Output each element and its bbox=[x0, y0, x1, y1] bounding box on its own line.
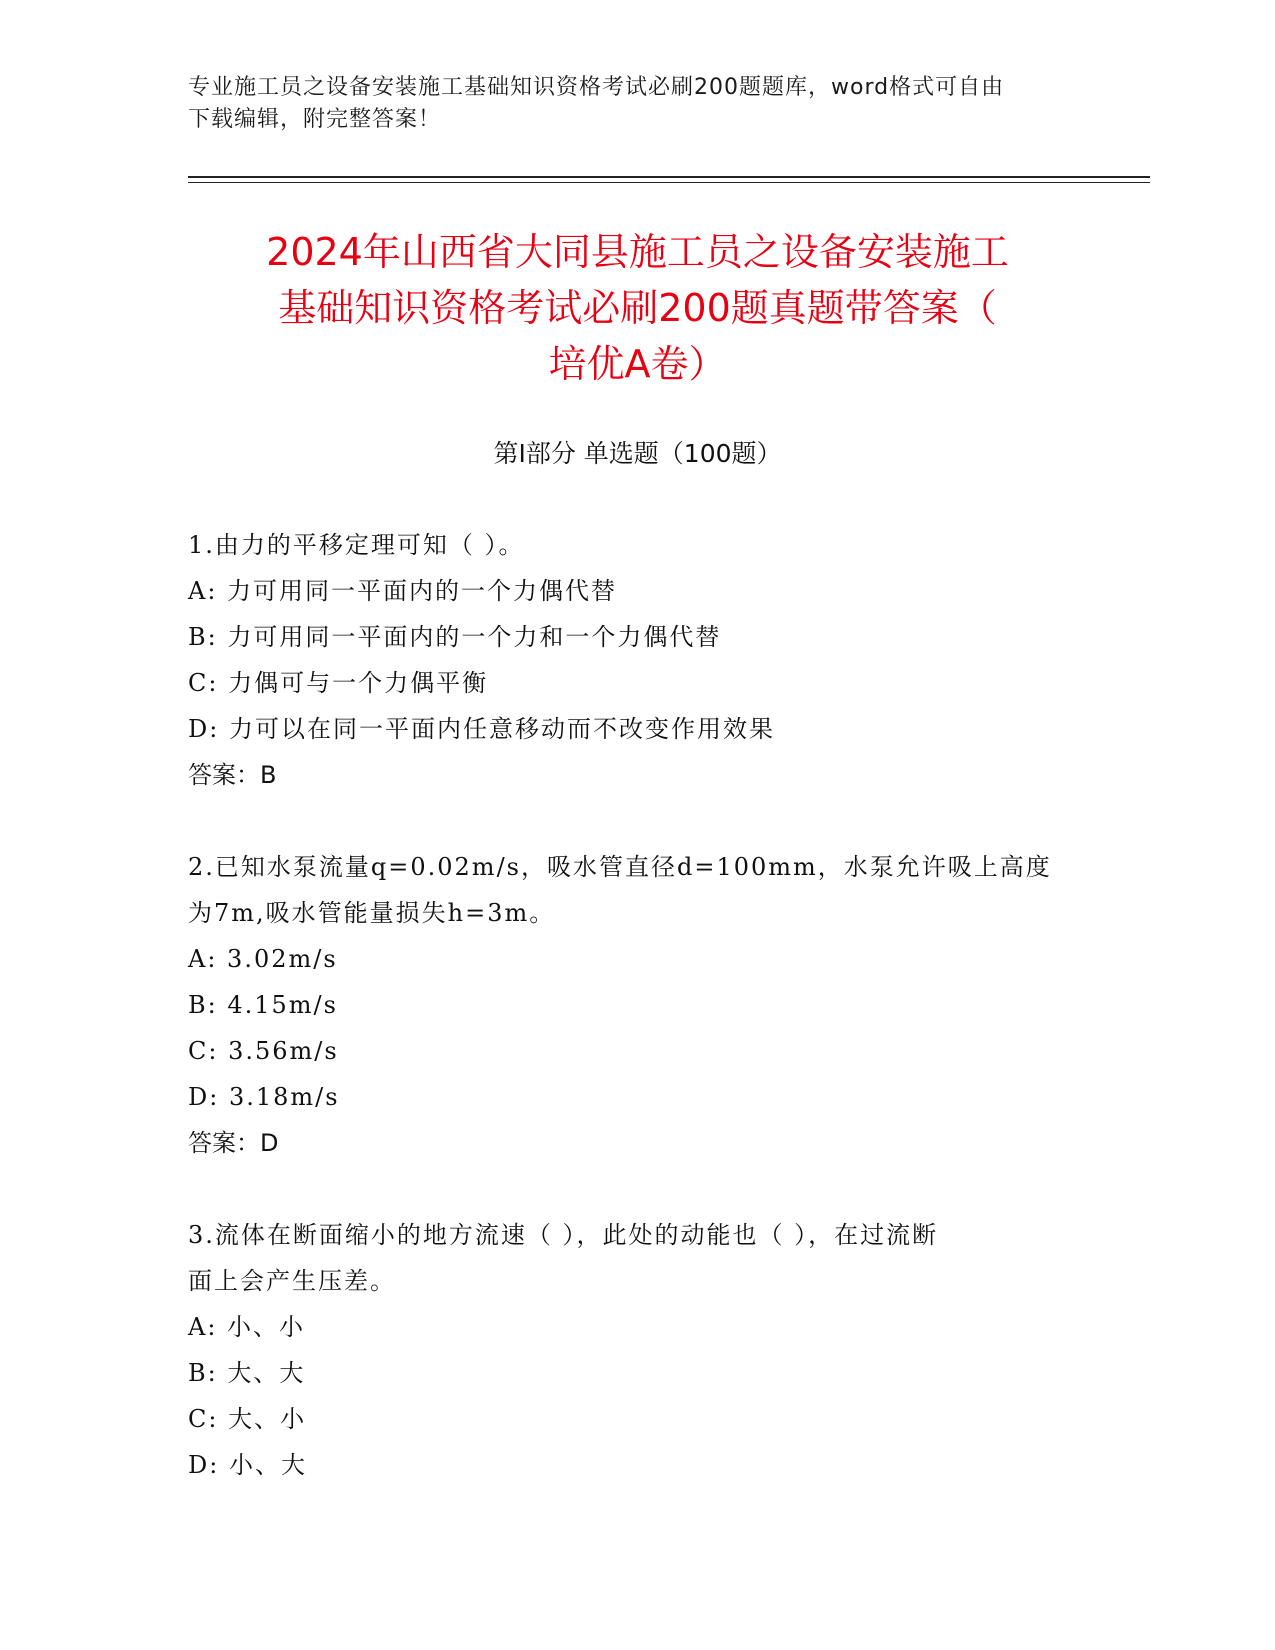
header-note bbox=[188, 72, 1088, 136]
answer-text: 答案：D bbox=[188, 1129, 279, 1157]
option-b: B: 力可用同一平面内的一个力和一个力偶代替 bbox=[188, 623, 722, 651]
question-item bbox=[188, 522, 1088, 798]
header-note-line: 专业施工员之设备安装施工基础知识资格考试必刷200题题库，word格式可自由 bbox=[188, 75, 1005, 100]
header-note-line: 下载编辑，附完整答案！ bbox=[188, 107, 442, 132]
option-a: A: 小、小 bbox=[188, 1313, 306, 1341]
question-item bbox=[188, 1212, 1088, 1488]
option-d: D: 小、大 bbox=[188, 1451, 307, 1479]
section-title: 第Ⅰ部分 单选题（100题） bbox=[493, 439, 782, 468]
option-d: D: 3.18m/s bbox=[188, 1083, 340, 1111]
question-text: 1.由力的平移定理可知（ ）。 bbox=[188, 531, 525, 559]
question-text: 3.流体在断面缩小的地方流速（ ），此处的动能也（ ），在过流断 bbox=[188, 1221, 939, 1249]
question-text: 面上会产生压差。 bbox=[188, 1267, 396, 1295]
option-c: C: 力偶可与一个力偶平衡 bbox=[188, 669, 489, 697]
option-c: C: 大、小 bbox=[188, 1405, 307, 1433]
option-b: B: 4.15m/s bbox=[188, 991, 338, 1019]
option-a: A: 力可用同一平面内的一个力偶代替 bbox=[188, 577, 618, 605]
header-divider bbox=[188, 182, 1150, 183]
question-item bbox=[188, 844, 1088, 1166]
title-line: 2024年山西省大同县施工员之设备安装施工 bbox=[266, 230, 1009, 274]
question-text: 为7m,吸水管能量损失h=3m。 bbox=[188, 899, 556, 927]
option-c: C: 3.56m/s bbox=[188, 1037, 339, 1065]
title-line: 培优A卷） bbox=[548, 342, 727, 386]
document-title bbox=[120, 224, 1155, 392]
question-text: 2.已知水泵流量q=0.02m/s，吸水管直径d=100mm，水泵允许吸上高度 bbox=[188, 853, 1052, 881]
header-divider bbox=[188, 176, 1150, 178]
option-b: B: 大、大 bbox=[188, 1359, 306, 1387]
answer-text: 答案：B bbox=[188, 761, 277, 789]
question-list bbox=[188, 522, 1088, 1534]
title-line: 基础知识资格考试必刷200题真题带答案（ bbox=[278, 286, 997, 330]
option-d: D: 力可以在同一平面内任意移动而不改变作用效果 bbox=[188, 715, 775, 743]
option-a: A: 3.02m/s bbox=[188, 945, 338, 973]
